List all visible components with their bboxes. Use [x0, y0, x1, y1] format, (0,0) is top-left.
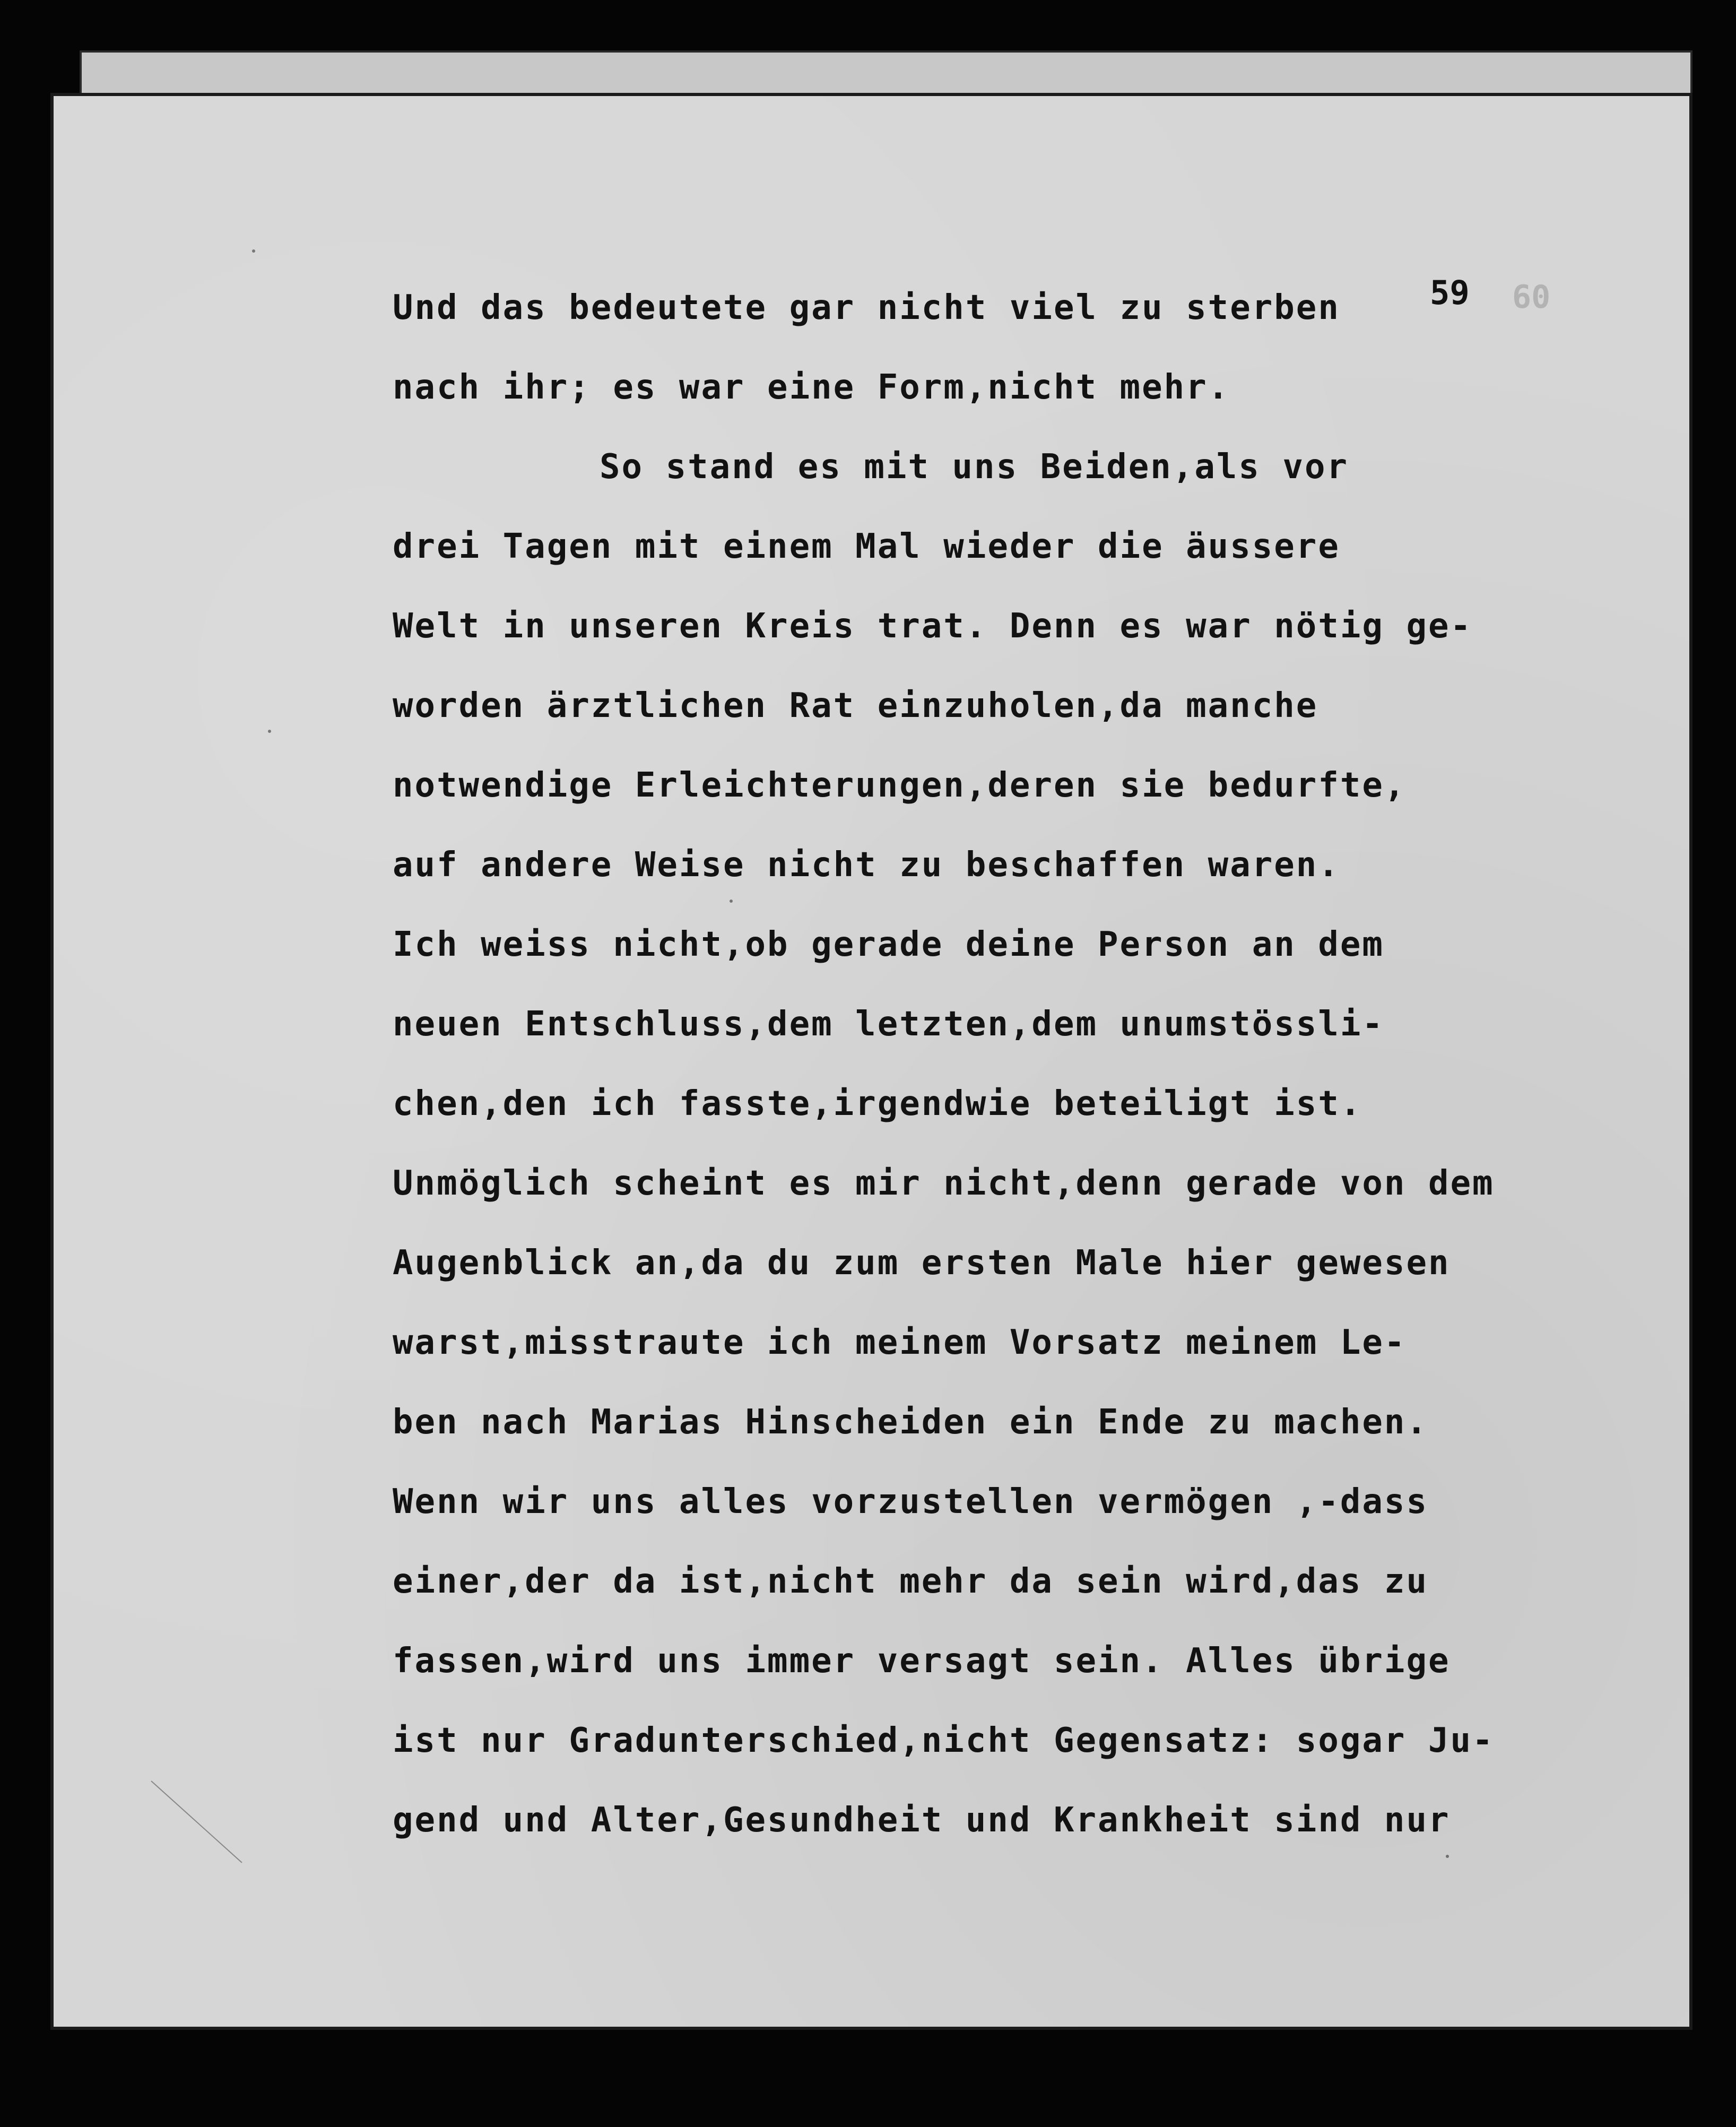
text-line: auf andere Weise nicht zu beschaffen waren. [393, 845, 1340, 885]
text-line: Und das bedeutete gar nicht viel zu sterben [393, 288, 1340, 327]
text-line: Augenblick an,da du zum ersten Male hier gewesen [393, 1243, 1451, 1283]
text-line: Unmöglich scheint es mir nicht,denn gerade von dem [393, 1164, 1495, 1203]
text-line: gend und Alter,Gesundheit und Krankheit sind nur [393, 1801, 1451, 1840]
typed-text-body [393, 268, 1687, 1860]
page-number: 59 [1430, 273, 1470, 312]
text-line: Welt in unseren Kreis trat. Denn es war nötig ge- [393, 607, 1473, 646]
text-line: chen,den ich fasste,irgendwie beteiligt ist. [393, 1084, 1362, 1123]
text-line: Ich weiss nicht,ob gerade deine Person an dem [393, 925, 1384, 964]
text-line: fassen,wird uns immer versagt sein. Alles übrige [393, 1641, 1451, 1681]
text-line: neuen Entschluss,dem letzten,dem unumstössli- [393, 1005, 1384, 1044]
text-line: worden ärztlichen Rat einzuholen,da manche [393, 686, 1318, 725]
text-line: notwendige Erleichterungen,deren sie bedurfte, [393, 766, 1407, 805]
text-line: Wenn wir uns alles vorzustellen vermögen ,-dass [393, 1482, 1428, 1521]
text-line: drei Tagen mit einem Mal wieder die äussere [393, 527, 1340, 566]
text-line: einer,der da ist,nicht mehr da sein wird,das zu [393, 1562, 1428, 1601]
dust-speck [268, 730, 271, 733]
dust-speck [252, 249, 255, 253]
text-line: nach ihr; es war eine Form,nicht mehr. [393, 368, 1230, 407]
text-line: So stand es mit uns Beiden,als vor [600, 447, 1349, 487]
text-line: warst,misstraute ich meinem Vorsatz meinem Le- [393, 1323, 1407, 1362]
text-line: ist nur Gradunterschied,nicht Gegensatz: sogar Ju- [393, 1721, 1495, 1760]
scratch-mark [151, 1780, 242, 1863]
bleed-through-page-number: 60 [1512, 279, 1551, 316]
text-line: ben nach Marias Hinscheiden ein Ende zu machen. [393, 1403, 1428, 1442]
